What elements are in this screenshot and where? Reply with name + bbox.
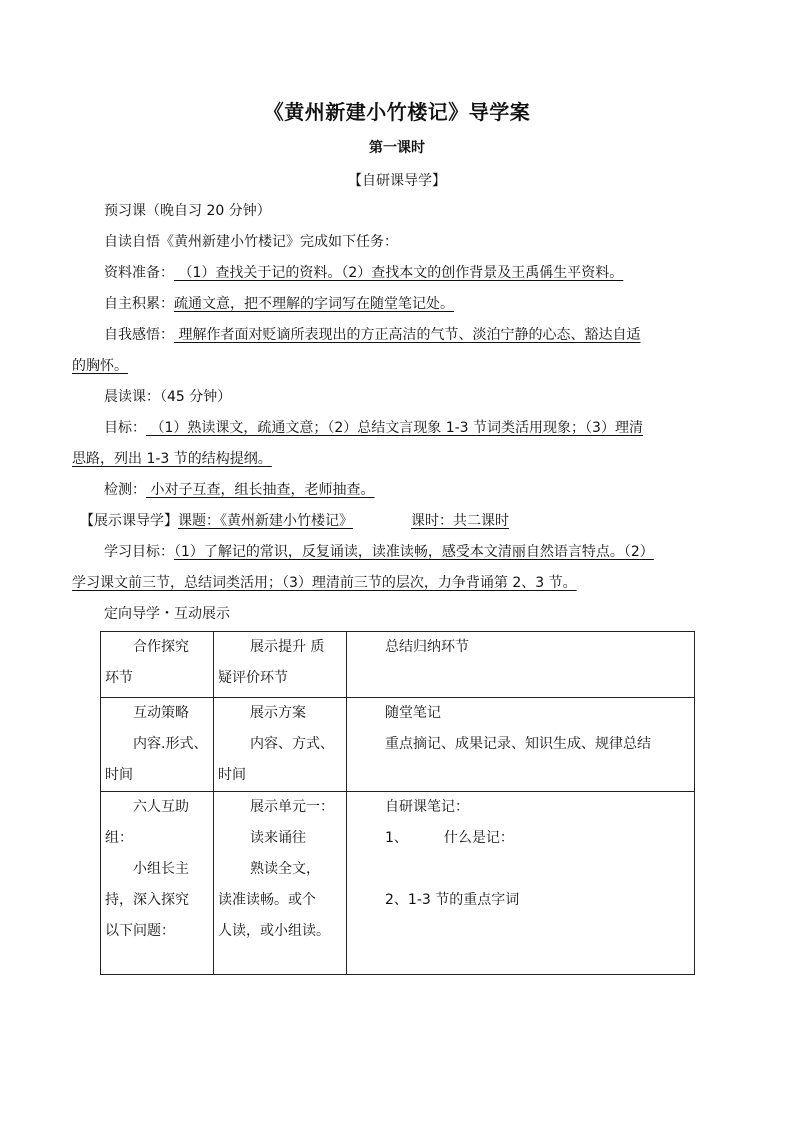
document-title: 《黄州新建小竹楼记》导学案 <box>263 100 531 124</box>
feeling-line-2 <box>72 351 732 382</box>
lesson-subtitle: 第一课时 <box>369 140 425 156</box>
table-row <box>101 698 695 792</box>
row1-c3-b: 重点摘记、成果记录、知识生成、规律总结 <box>385 736 651 752</box>
material-label: 资料准备： <box>104 265 174 281</box>
row1-c1-c: 时间 <box>105 767 133 783</box>
table-cell <box>214 698 347 792</box>
guide-table <box>100 631 695 975</box>
header-c2-b: 疑评价环节 <box>218 670 288 686</box>
section-heading-zyk: 【自研课导学】 <box>348 173 446 189</box>
row2-c2-c: 熟读全文， <box>250 861 320 877</box>
preview-line: 预习课（晚自习 20 分钟） <box>104 203 271 219</box>
row2-c1-d: 持，深入探究 <box>105 892 189 908</box>
row2-c1-a: 六人互助 <box>133 799 189 815</box>
table-cell <box>347 792 695 975</box>
check-line <box>72 475 764 506</box>
table-row <box>101 792 695 975</box>
table-cell <box>347 632 695 698</box>
row1-c1-a: 互动策略 <box>133 705 189 721</box>
objective-content-1: （1）了解记的常识，反复诵读，读准读畅，感受本文清丽自然语言特点。（2） <box>174 544 654 560</box>
goal-content-2: 思路，列出 1-3 节的结构提纲。 <box>72 451 272 467</box>
accum-label: 自主积累： <box>104 296 174 312</box>
check-label: 检测： <box>104 482 146 498</box>
goal-content-1: （1）熟读课文，疏通文意；（2）总结文言现象 1-3 节词类活用现象；（3）理清 <box>150 420 643 436</box>
table-cell <box>101 792 214 975</box>
row2-c1-c: 小组长主 <box>133 861 189 877</box>
feeling-content-1: 理解作者面对贬谪所表现出的方正高洁的气节、淡泊宁静的心态、豁达自适 <box>178 327 641 343</box>
row2-c3-a: 自研课笔记： <box>385 799 469 815</box>
objective-content-2: 学习课文前三节，总结词类活用；（3）理清前三节的层次，力争背诵第 2、3 节。 <box>72 575 577 591</box>
row1-c2-a: 展示方案 <box>250 705 306 721</box>
objective-line-2 <box>72 568 732 599</box>
header-c2-a: 展示提升 质 <box>250 639 325 655</box>
header-c1-b: 环节 <box>105 670 133 686</box>
morning-line: 晨读课：（45 分钟） <box>104 389 232 405</box>
guide-line: 定向导学・互动展示 <box>104 606 230 622</box>
row2-c1-b: 组： <box>105 830 133 846</box>
show-label: 【展示课导学】 <box>80 513 178 529</box>
row1-c3-a: 随堂笔记 <box>385 705 441 721</box>
row1-c1-b: 内容.形式、 <box>133 736 208 752</box>
row2-c3-b: 1、 什么是记： <box>385 830 514 846</box>
row2-c1-e: 以下问题： <box>105 923 175 939</box>
material-line <box>72 258 764 289</box>
objective-line-1 <box>72 537 764 568</box>
header-c1-a: 合作探究 <box>133 639 189 655</box>
goal-line-1 <box>72 413 764 444</box>
material-content: （1）查找关于记的资料。（2）查找本文的创作背景及王禹偁生平资料。 <box>178 265 624 281</box>
feeling-line-1 <box>72 320 764 351</box>
table-cell <box>214 632 347 698</box>
row2-c2-e: 人读，或小组读。 <box>218 923 330 939</box>
table-cell <box>214 792 347 975</box>
row2-c3-c: 2、1-3 节的重点字词 <box>385 892 520 908</box>
row2-c2-b: 读来诵往 <box>250 830 306 846</box>
check-content: 小对子互查，组长抽查，老师抽查。 <box>150 482 375 498</box>
objective-label: 学习目标： <box>104 544 174 560</box>
goal-label: 目标： <box>104 420 146 436</box>
row1-c2-b: 内容、方式、 <box>250 736 334 752</box>
show-topic-hours: 课题：《黄州新建小竹楼记》 课时：共二课时 <box>178 513 509 529</box>
accum-content: 疏通文意，把不理解的字词写在随堂笔记处。 <box>174 296 454 312</box>
goal-line-2 <box>72 444 732 475</box>
table-cell <box>101 698 214 792</box>
table-cell <box>347 698 695 792</box>
accum-line <box>72 289 764 320</box>
table-row <box>101 632 695 698</box>
row1-c2-c: 时间 <box>218 767 246 783</box>
show-line <box>72 506 740 537</box>
task-intro: 自读自悟《黄州新建小竹楼记》完成如下任务： <box>104 234 398 250</box>
row2-c2-a: 展示单元一： <box>250 799 334 815</box>
table-cell <box>101 632 214 698</box>
header-c3: 总结归纳环节 <box>385 639 469 655</box>
feeling-label: 自我感悟： <box>104 327 174 343</box>
feeling-content-2: 的胸怀。 <box>72 358 128 374</box>
row2-c2-d: 读准读畅。或个 <box>218 892 316 908</box>
